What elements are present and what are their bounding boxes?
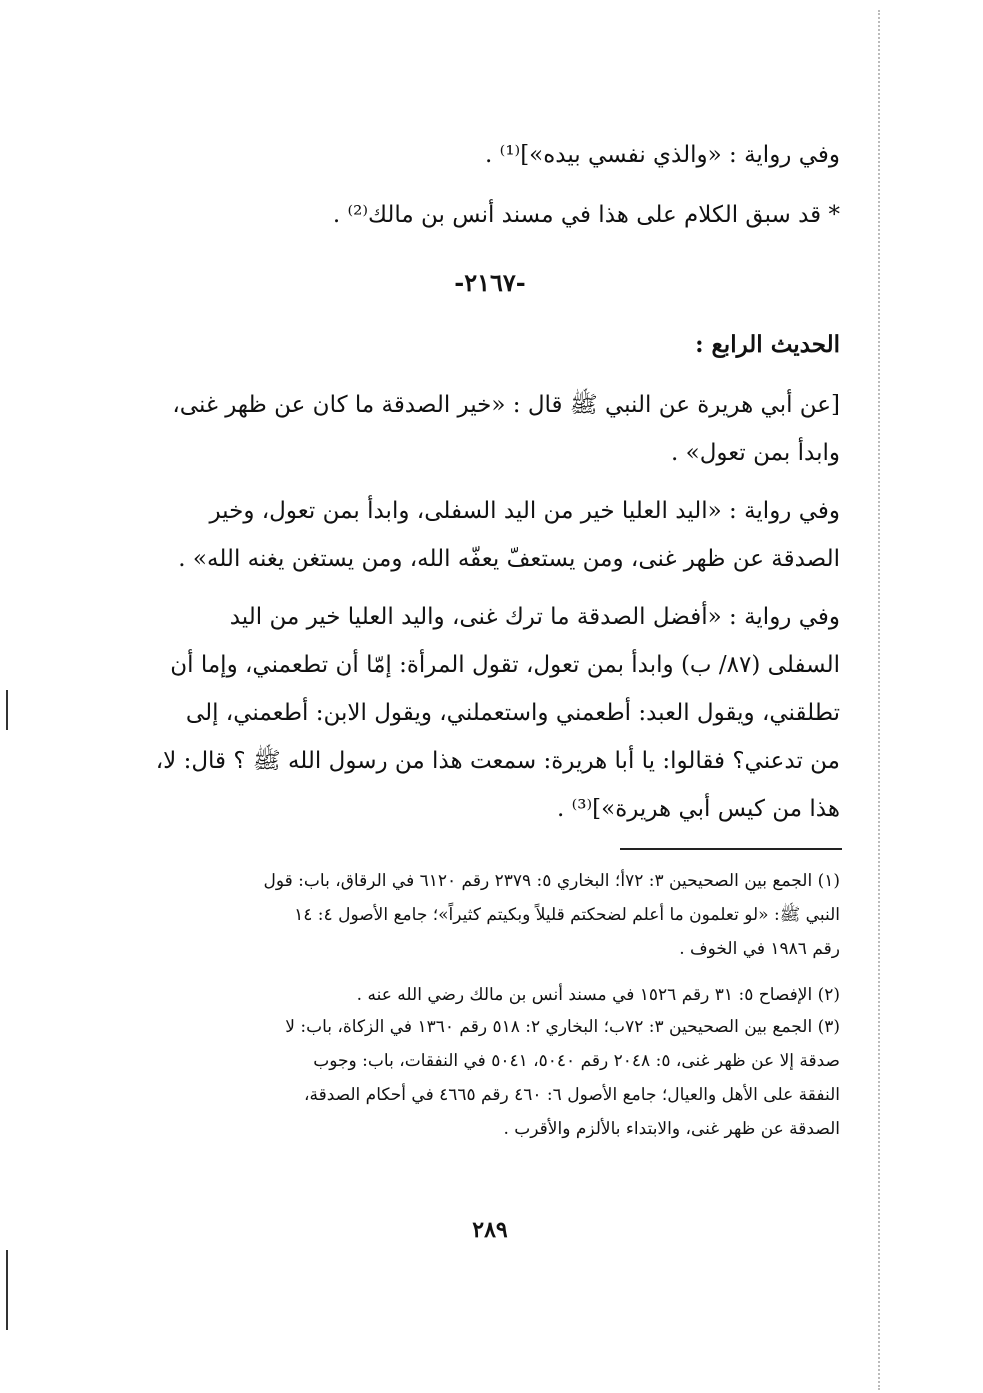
text-line-8: الصدقة عن ظهر غنى، ومن يستعفّ يعفّه الله، ومن يستغن يغنه الله» .	[178, 546, 840, 572]
footnote-line-3: رقم ١٩٨٦ في الخوف .	[679, 939, 840, 959]
text-line-12: من تدعني؟ فقالوا: يا أبا هريرة: سمعت هذا من رسول الله ﷺ ؟ قال: لا،	[155, 748, 840, 774]
text-line-2: * قد سبق الكلام على هذا في مسند أنس بن مالك⁽²⁾ .	[332, 202, 840, 228]
text-line-13: هذا من كيس أبي هريرة»]⁽³⁾ .	[556, 796, 840, 822]
section-heading: الحديث الرابع :	[695, 331, 840, 358]
footnote-line-4: (٢) الإفصاح ٥: ٣١ رقم ١٥٢٦ في مسند أنس بن مالك رضي الله عنه .	[356, 985, 840, 1005]
page-number: ٢٨٩	[472, 1217, 508, 1243]
text-line-10: السفلى (٨٧/ ب) وابدأ بمن تعول، تقول المرأة: إمّا أن تطعمني، وإما أن	[170, 652, 840, 678]
left-scan-mark	[6, 690, 8, 730]
text-line-7: وفي رواية : «اليد العليا خير من اليد السفلى، وابدأ بمن تعول، وخير	[209, 498, 840, 524]
footnote-separator	[620, 848, 842, 850]
right-margin-guide	[878, 10, 880, 1390]
footnote-line-7: النفقة على الأهل والعيال؛ جامع الأصول ٦: ٤٦٠ رقم ٤٦٦٥ في أحكام الصدقة،	[303, 1085, 840, 1105]
text-line-11: تطلقني، ويقول العبد: أطعمني واستعملني، ويقول الابن: أطعمني، إلى	[185, 700, 840, 726]
text-line-5: [عن أبي هريرة عن النبي ﷺ قال : «خير الصدقة ما كان عن ظهر غنى،	[172, 392, 840, 418]
main-text	[140, 135, 840, 835]
footnote-line-6: صدقة إلا عن ظهر غنى، ٥: ٢٠٤٨ رقم ٥٠٤٠، ٥٠٤١ في النفقات، باب: وجوب	[313, 1051, 840, 1071]
text-line-9: وفي رواية : «أفضل الصدقة ما ترك غنى، واليد العليا خير من اليد	[229, 604, 840, 630]
page-footer	[140, 1210, 840, 1250]
footnote-line-5: (٣) الجمع بين الصحيحين ٣: ٧٢ب؛ البخاري ٢: ٥١٨ رقم ١٣٦٠ في الزكاة، باب: لا	[285, 1017, 840, 1037]
text-line-6: وابدأ بمن تعول» .	[671, 440, 840, 466]
left-scan-mark	[6, 1250, 8, 1330]
text-line-1: وفي رواية : «والذي نفسي بيده»]⁽¹⁾ .	[485, 142, 840, 168]
footnote-line-8: الصدقة عن ظهر غنى، والابتداء بالألزم والأقرب .	[503, 1119, 840, 1139]
footnote-line-2: النبي ﷺ: «لو تعلمون ما أعلم لضحكتم قليلاً وبكيتم كثيراً»؛ جامع الأصول ٤: ١٤	[294, 905, 840, 925]
footnote-line-1: (١) الجمع بين الصحيحين ٣: ٧٢أ؛ البخاري ٥: ٢٣٧٩ رقم ٦١٢٠ في الرقاق، باب: قول	[263, 871, 840, 891]
footnotes	[140, 866, 840, 1166]
hadith-number: -٢١٦٧-	[454, 268, 526, 297]
